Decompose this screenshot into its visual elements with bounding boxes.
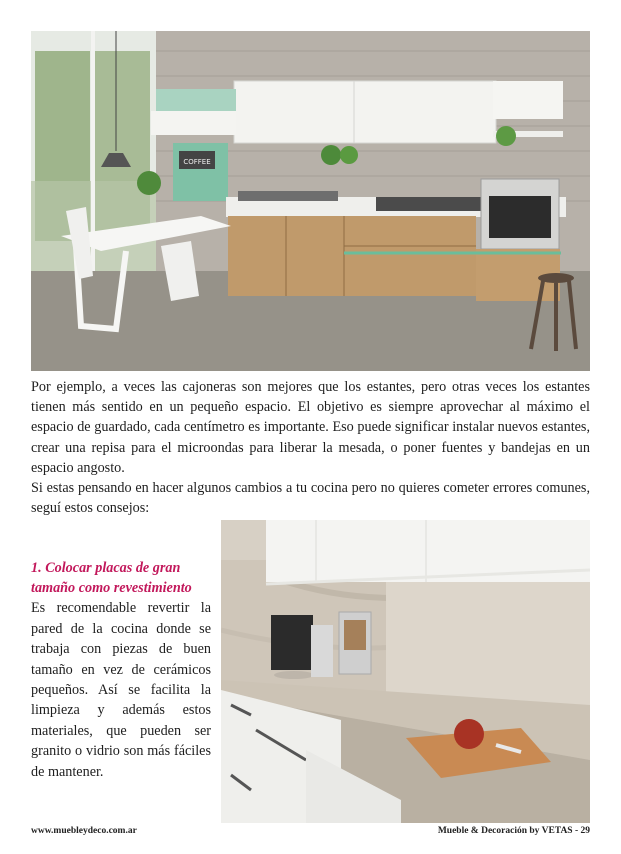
kitchen-illustration-bottom [221, 520, 590, 823]
tip-1-heading: 1. Colocar placas de gran tamaño como revestimiento [31, 560, 192, 597]
intro-paragraph-1: Por ejemplo, a veces las cajoneras son mejores que los estantes, pero otras veces los estantes tienen más sentido en un pequeño espacio. El objetivo es siempre aprovechar al máximo el espacio de guardado, cada centímetro es importante. Eso puede significar instalar nuevos estantes, crear una repisa para el microondas para liberar la mesada, o poner fuentes y bandejas en un espacio angosto. [31, 379, 590, 476]
kitchen-photo-top [31, 31, 590, 371]
page-footer [31, 826, 590, 836]
footer-page-label: Mueble & Decoración by VETAS - 29 [437, 826, 590, 836]
tip-1-section [31, 558, 211, 782]
intro-paragraph-2: Si estas pensando en hacer algunos cambios a tu cocina pero no quieres cometer errores comunes, seguí estos consejos: [31, 480, 590, 517]
coffee-sign: COFFEE [183, 158, 211, 166]
intro-text [31, 377, 590, 518]
kitchen-photo-bottom [221, 520, 590, 823]
tip-1-text: Es recomendable revertir la pared de la cocina donde se trabaja con piezas de buen tamaño en vez de cerámicos pequeños. Así se facilita la limpieza y además estos materiales, que pueden ser granito o vidrio son más fáciles de mantener. [31, 600, 211, 780]
kitchen-illustration-top [31, 31, 590, 371]
footer-website: www.muebleydeco.com.ar [31, 826, 137, 836]
